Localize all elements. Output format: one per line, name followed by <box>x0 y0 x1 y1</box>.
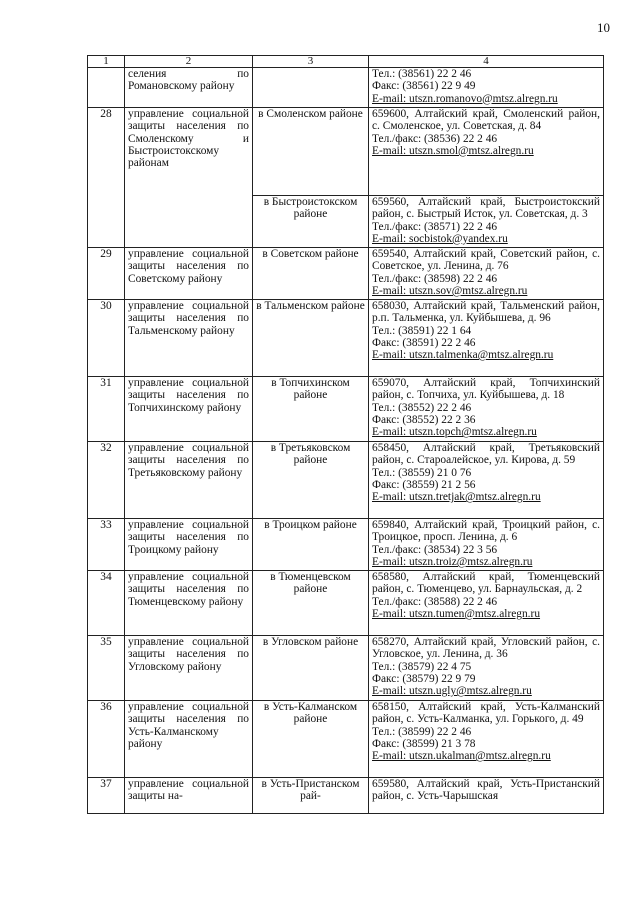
contact-cell <box>369 68 604 108</box>
contact-cell <box>369 377 604 442</box>
district-name: в Усть-Пристанском рай- <box>253 778 369 814</box>
district-name: в Троицком районе <box>253 519 369 571</box>
page-number: 10 <box>597 20 610 35</box>
phone-line: Тел./факс: (38588) 22 2 46 <box>372 595 498 608</box>
phone-line: Факс: (38561) 22 9 49 <box>372 80 476 93</box>
table-row <box>88 68 604 108</box>
column-header: 1 <box>88 56 125 68</box>
organization-name: управление социальной защиты населения по Тюменцевскому району <box>125 571 253 636</box>
row-number: 33 <box>88 519 125 571</box>
email-line: E-mail: utszn.topch@mtsz.alregn.ru <box>372 426 537 439</box>
row-number: 37 <box>88 778 125 814</box>
district-name: в Угловском районе <box>253 636 369 701</box>
organization-name: управление социальной защиты населения по Тальменскому району <box>125 300 253 377</box>
postal-address: 659600, Алтайский край, Смоленский район, с. Смоленское, ул. Советская, д. 84 <box>372 108 600 133</box>
table-row <box>88 519 604 571</box>
postal-address: 659560, Алтайский край, Быстроистокский район, с. Быстрый Исток, ул. Советская, д. 3 <box>372 196 600 221</box>
district-name: в Усть-Калманском районе <box>253 701 369 778</box>
row-number: 31 <box>88 377 125 442</box>
row-number: 35 <box>88 636 125 701</box>
phone-line: Тел.: (38552) 22 2 46 <box>372 401 472 414</box>
table-row <box>88 636 604 701</box>
column-header: 3 <box>253 56 369 68</box>
contact-cell <box>369 108 604 196</box>
contact-cell <box>369 571 604 636</box>
column-header: 2 <box>125 56 253 68</box>
district-name: в Тюменцевском районе <box>253 571 369 636</box>
row-number <box>88 68 125 108</box>
email-line: E-mail: utszn.talmenka@mtsz.alregn.ru <box>372 349 554 362</box>
postal-address: 658270, Алтайский край, Угловский район, с. Угловское, ул. Ленина, д. 36 <box>372 636 600 661</box>
table-header-row <box>88 56 604 68</box>
phone-line: Факс: (38591) 22 2 46 <box>372 336 476 349</box>
postal-address: 659070, Алтайский край, Топчихинский район, с. Топчиха, ул. Куйбышева, д. 18 <box>372 377 600 402</box>
contact-cell <box>369 636 604 701</box>
email-line: E-mail: socbistok@yandex.ru <box>372 232 508 245</box>
district-name: в Топчихинском районе <box>253 377 369 442</box>
district-name: в Советском районе <box>253 248 369 300</box>
column-header: 4 <box>369 56 604 68</box>
phone-line: Факс: (38552) 22 2 36 <box>372 413 476 426</box>
phone-line: Факс: (38599) 21 3 78 <box>372 737 476 750</box>
offices-table <box>87 55 604 814</box>
organization-name: селения по Романовскому району <box>125 68 253 108</box>
contact-cell <box>369 778 604 814</box>
district-name: в Третьяковском районе <box>253 442 369 519</box>
postal-address: 659840, Алтайский край, Троицкий район, с. Троицкое, просп. Ленина, д. 6 <box>372 519 600 544</box>
table-row <box>88 778 604 814</box>
contact-cell <box>369 442 604 519</box>
table-row <box>88 108 604 196</box>
organization-name: управление социальной защиты населения по Третьяковскому району <box>125 442 253 519</box>
email-line: E-mail: utszn.ugly@mtsz.alregn.ru <box>372 685 532 698</box>
contact-cell <box>369 519 604 571</box>
phone-line: Факс: (38559) 21 2 56 <box>372 478 476 491</box>
email-line: E-mail: utszn.ukalman@mtsz.alregn.ru <box>372 750 551 763</box>
district-name: в Быстроистокском районе <box>253 196 369 248</box>
row-number: 32 <box>88 442 125 519</box>
phone-line: Тел./факс: (38571) 22 2 46 <box>372 220 498 233</box>
row-number: 30 <box>88 300 125 377</box>
organization-name: управление социальной защиты населения по Советскому району <box>125 248 253 300</box>
postal-address: 658030, Алтайский край, Тальменский район, р.п. Тальменка, ул. Куйбышева, д. 96 <box>372 300 600 325</box>
row-number: 36 <box>88 701 125 778</box>
postal-address: 659580, Алтайский край, Усть-Пристанский район, с. Усть-Чарышская <box>372 778 600 803</box>
organization-name: управление социальной защиты населения по Топчихинскому району <box>125 377 253 442</box>
organization-name: управление социальной защиты населения по Угловскому району <box>125 636 253 701</box>
contact-cell <box>369 248 604 300</box>
phone-line: Тел.: (38561) 22 2 46 <box>372 68 472 80</box>
email-line: E-mail: utszn.romanovo@mtsz.alregn.ru <box>372 92 558 105</box>
postal-address: 658150, Алтайский край, Усть-Калманский район, с. Усть-Калманка, ул. Горького, д. 49 <box>372 701 600 726</box>
email-line: E-mail: utszn.sov@mtsz.alregn.ru <box>372 284 528 297</box>
table-row <box>88 701 604 778</box>
email-line: E-mail: utszn.tretjak@mtsz.alregn.ru <box>372 491 541 504</box>
contact-cell <box>369 701 604 778</box>
contact-cell <box>369 300 604 377</box>
phone-line: Тел./факс: (38536) 22 2 46 <box>372 132 498 145</box>
organization-name: управление социальной защиты населения по Смоленскому и Быстроистокскому районам <box>125 108 253 248</box>
table-row <box>88 300 604 377</box>
row-number: 29 <box>88 248 125 300</box>
email-line: E-mail: utszn.tumen@mtsz.alregn.ru <box>372 607 541 620</box>
district-name: в Смоленском районе <box>253 108 369 196</box>
contact-cell <box>369 196 604 248</box>
table-row <box>88 442 604 519</box>
organization-name: управление социальной защиты населения по Троицкому району <box>125 519 253 571</box>
table-row <box>88 248 604 300</box>
table-row <box>88 571 604 636</box>
organization-name: управление социальной защиты населения по Усть-Калманскому району <box>125 701 253 778</box>
postal-address: 659540, Алтайский край, Советский район, с. Советское, ул. Ленина, д. 76 <box>372 248 600 273</box>
table-row <box>88 377 604 442</box>
organization-name: управление социальной защиты на- <box>125 778 253 814</box>
district-name <box>253 68 369 108</box>
postal-address: 658450, Алтайский край, Третьяковский район, с. Староалейское, ул. Кирова, д. 59 <box>372 442 600 467</box>
phone-line: Тел.: (38559) 21 0 76 <box>372 466 472 479</box>
phone-line: Тел.: (38591) 22 1 64 <box>372 324 472 337</box>
row-number: 34 <box>88 571 125 636</box>
phone-line: Тел./факс: (38598) 22 2 46 <box>372 272 498 285</box>
district-name: в Тальменском районе <box>253 300 369 377</box>
postal-address: 658580, Алтайский край, Тюменцевский район, с. Тюменцево, ул. Барнаульская, д. 2 <box>372 571 600 596</box>
email-line: E-mail: utszn.troiz@mtsz.alregn.ru <box>372 555 533 568</box>
row-number: 28 <box>88 108 125 248</box>
phone-line: Тел.: (38579) 22 4 75 <box>372 660 472 673</box>
phone-line: Факс: (38579) 22 9 79 <box>372 672 476 685</box>
phone-line: Тел./факс: (38534) 22 3 56 <box>372 543 498 556</box>
email-line: E-mail: utszn.smol@mtsz.alregn.ru <box>372 144 534 157</box>
phone-line: Тел.: (38599) 22 2 46 <box>372 725 472 738</box>
